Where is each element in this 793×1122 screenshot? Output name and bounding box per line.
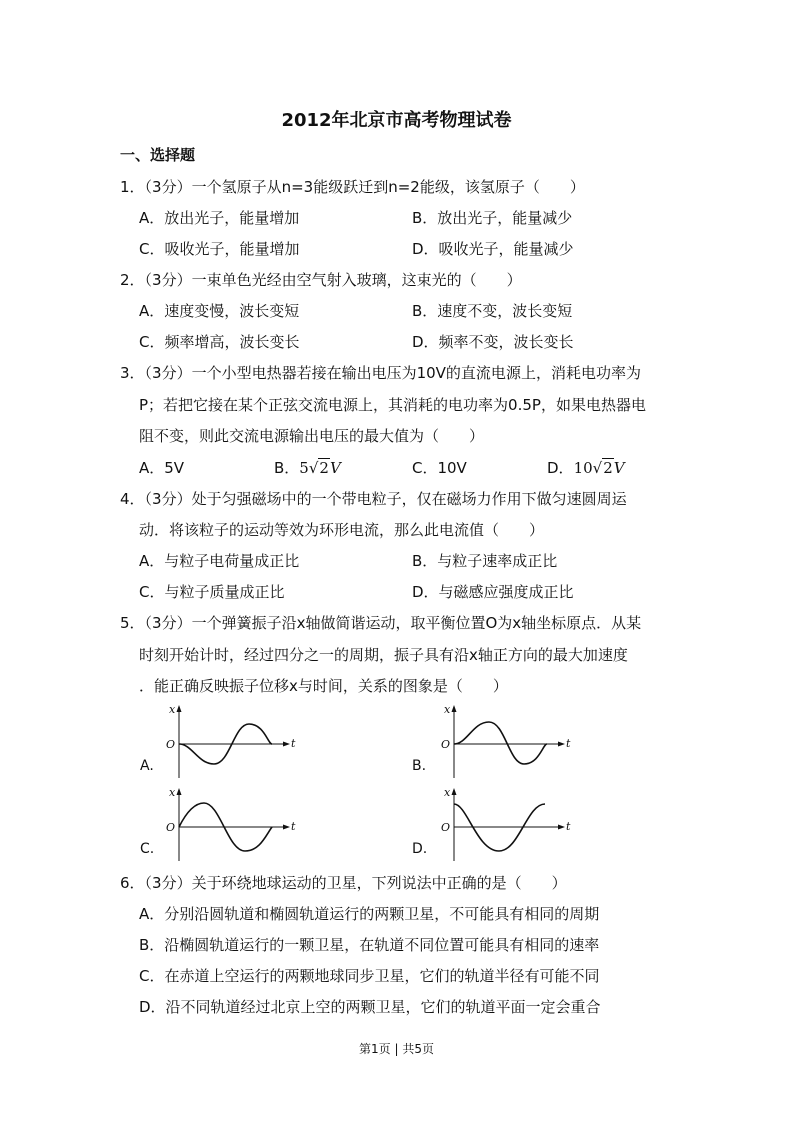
axis-t-label: t [566, 820, 571, 833]
axis-x-label: x [169, 703, 176, 716]
page-title: 2012年北京市高考物理试卷 [281, 110, 512, 131]
q4-stem-line1: 4．（3分）处于匀强磁场中的一个带电粒子，仅在磁场力作用下做匀速圆周运 [120, 490, 627, 508]
q5-option-a-label: A. [140, 758, 154, 774]
q3-option-b-radicand: 2 [319, 459, 329, 477]
q3-option-d-unit: V [613, 459, 625, 477]
axis-t-label: t [566, 737, 571, 750]
t-axis-arrow [283, 825, 290, 830]
origin-label: O [441, 738, 451, 751]
q1-option-d: D．吸收光子，能量减少 [412, 240, 574, 258]
y-axis-arrow [177, 705, 182, 712]
q4-option-d: D．与磁感应强度成正比 [412, 583, 574, 601]
q3-option-c: C．10V [412, 459, 467, 477]
q5-graph-b [437, 702, 577, 780]
origin-label: O [441, 821, 451, 834]
section-heading: 一、选择题 [120, 146, 196, 164]
y-axis-arrow [452, 705, 457, 712]
q4-option-c: C．与粒子质量成正比 [139, 583, 285, 601]
q3-option-d [547, 457, 625, 478]
axis-x-label: x [169, 786, 176, 799]
q4-stem-line2: 动．将该粒子的运动等效为环形电流，那么此电流值（ ） [139, 521, 545, 539]
q3-option-a: A．5V [139, 459, 185, 477]
q2-option-a: A．速度变慢，波长变短 [139, 302, 300, 320]
q6-option-d: D．沿不同轨道经过北京上空的两颗卫星，它们的轨道平面一定会重合 [139, 998, 601, 1016]
q3-stem-line1: 3．（3分）一个小型电热器若接在输出电压为10V的直流电源上，消耗电功率为 [120, 364, 641, 382]
q5-stem-line2: 时刻开始计时，经过四分之一的周期，振子具有沿x轴正方向的最大加速度 [139, 646, 628, 664]
q5-graph-d [437, 785, 577, 863]
q4-option-b: B．与粒子速率成正比 [412, 552, 558, 570]
q1-option-c: C．吸收光子，能量增加 [139, 240, 300, 258]
page-footer: 第1页 | 共5页 [359, 1042, 434, 1056]
q4-option-a: A．与粒子电荷量成正比 [139, 552, 300, 570]
q5-option-d-label: D. [412, 841, 428, 857]
q3-option-b-coef: 5 [299, 459, 309, 477]
q3-option-d-coef: 10 [573, 459, 593, 477]
q6-option-b: B．沿椭圆轨道运行的一颗卫星，在轨道不同位置可能具有相同的速率 [139, 936, 600, 954]
q1-stem: 1．（3分）一个氢原子从n=3能级跃迁到n=2能级，该氢原子（ ） [120, 178, 585, 196]
q2-stem: 2．（3分）一束单色光经由空气射入玻璃，这束光的（ ） [120, 271, 522, 289]
q3-option-b [274, 457, 341, 478]
q6-option-a: A．分别沿圆轨道和椭圆轨道运行的两颗卫星，不可能具有相同的周期 [139, 905, 600, 923]
q1-option-b: B．放出光子，能量减少 [412, 209, 573, 227]
q5-option-b-label: B. [412, 758, 427, 774]
q5-stem-line1: 5．（3分）一个弹簧振子沿x轴做简谐运动，取平衡位置O为x轴坐标原点．从某 [120, 614, 642, 632]
q2-option-b: B．速度不变，波长变短 [412, 302, 573, 320]
displacement-curve [454, 722, 547, 764]
q1-option-a: A．放出光子，能量增加 [139, 209, 300, 227]
axis-x-label: x [444, 703, 451, 716]
q5-graph-c [162, 785, 302, 863]
q3-stem-line3: 阻不变，则此交流电源输出电压的最大值为（ ） [139, 427, 485, 445]
q6-stem: 6．（3分）关于环绕地球运动的卫星，下列说法中正确的是（ ） [120, 874, 567, 892]
axis-x-label: x [444, 786, 451, 799]
q3-option-b-unit: V [329, 459, 341, 477]
q2-option-d: D．频率不变，波长变长 [412, 333, 574, 351]
t-axis-arrow [283, 742, 290, 747]
q5-graph-a [162, 702, 302, 780]
q3-option-b-formula: 5√2V [299, 459, 341, 477]
q5-stem-line3: ．能正确反映振子位移x与时间，关系的图象是（ ） [139, 677, 508, 695]
t-axis-arrow [558, 742, 565, 747]
axis-t-label: t [291, 820, 296, 833]
q2-option-c: C．频率增高，波长变长 [139, 333, 300, 351]
q3-option-d-formula: 10√2V [573, 459, 625, 477]
y-axis-arrow [177, 788, 182, 795]
q6-option-c: C．在赤道上空运行的两颗地球同步卫星，它们的轨道半径有可能不同 [139, 967, 600, 985]
origin-label: O [166, 821, 176, 834]
q5-option-c-label: C. [140, 841, 155, 857]
q3-option-b-prefix: B． [274, 459, 300, 477]
q3-stem-line2: P；若把它接在某个正弦交流电源上，其消耗的电功率为0.5P，如果电热器电 [139, 396, 646, 414]
y-axis-arrow [452, 788, 457, 795]
axis-t-label: t [291, 737, 296, 750]
origin-label: O [166, 738, 176, 751]
q3-option-d-prefix: D． [547, 459, 574, 477]
t-axis-arrow [558, 825, 565, 830]
q3-option-d-radicand: 2 [603, 459, 613, 477]
